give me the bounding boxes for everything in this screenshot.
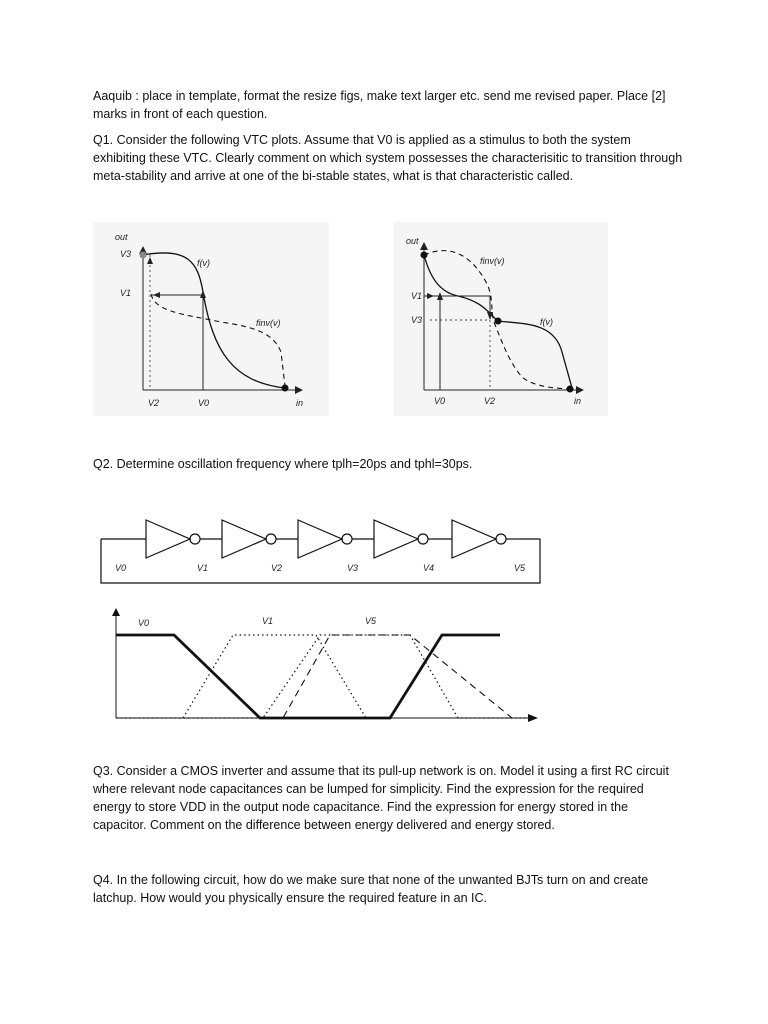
v3-label: V3 [120, 249, 132, 259]
v3-label: V3 [411, 315, 423, 325]
out-label: out [115, 232, 128, 242]
question-3-text: Q3. Consider a CMOS inverter and assume that its pull-up network is on. Model it using a first RC circuit where relevant node capacitances can be lumped for simplicity. Find the expression for the required energy to store VDD in the output node capacitance. Find the expression for energy stored in the capacitor. Comment on the difference between energy delivered and energy stored. [93, 764, 669, 832]
v0-label: V0 [434, 396, 446, 406]
v1-label: V1 [411, 291, 423, 301]
node-v4-label: V4 [423, 563, 435, 573]
in-label: in [574, 396, 582, 406]
finv-label: finv(v) [256, 318, 281, 328]
node-v3-label: V3 [347, 563, 359, 573]
question-4-text: Q4. In the following circuit, how do we make sure that none of the unwanted BJTs turn on and create latchup. How would you physically ensure the required feature in an IC. [93, 873, 649, 905]
in-label: in [296, 398, 304, 408]
wave-v1-label: V1 [262, 616, 274, 626]
question-1-text: Q1. Consider the following VTC plots. Assume that V0 is applied as a stimulus to both the system exhibiting these VTC. Clearly comment on which system possesses the characterisitic to transition through meta-stability and arrive at one of the bi-stable states, what is that characteristic called. [93, 133, 683, 183]
fv-label: f(v) [540, 317, 553, 327]
ring-oscillator-diagram [98, 514, 548, 586]
wave-v5-label: V5 [365, 616, 377, 626]
v2-label: V2 [484, 396, 496, 406]
out-label: out [406, 236, 419, 246]
node-v0-label: V0 [115, 563, 127, 573]
fv-label: f(v) [197, 258, 210, 268]
question-2-text: Q2. Determine oscillation frequency where tplh=20ps and tphl=30ps. [93, 457, 473, 471]
vtc-plot-right [394, 222, 608, 416]
vtc-plot-left [93, 222, 329, 416]
finv-label: finv(v) [480, 256, 505, 266]
v2-label: V2 [148, 398, 160, 408]
v1-label: V1 [120, 288, 132, 298]
v0-label: V0 [198, 398, 210, 408]
instruction-note: Aaquib : place in template, format the resize figs, make text larger etc. send me revised paper. Place [2] marks in front of each question. [93, 89, 666, 121]
wave-v0-label: V0 [138, 618, 150, 628]
node-v2-label: V2 [271, 563, 283, 573]
node-v5-label: V5 [514, 563, 526, 573]
node-v1-label: V1 [197, 563, 209, 573]
timing-waveform-diagram [108, 604, 544, 728]
